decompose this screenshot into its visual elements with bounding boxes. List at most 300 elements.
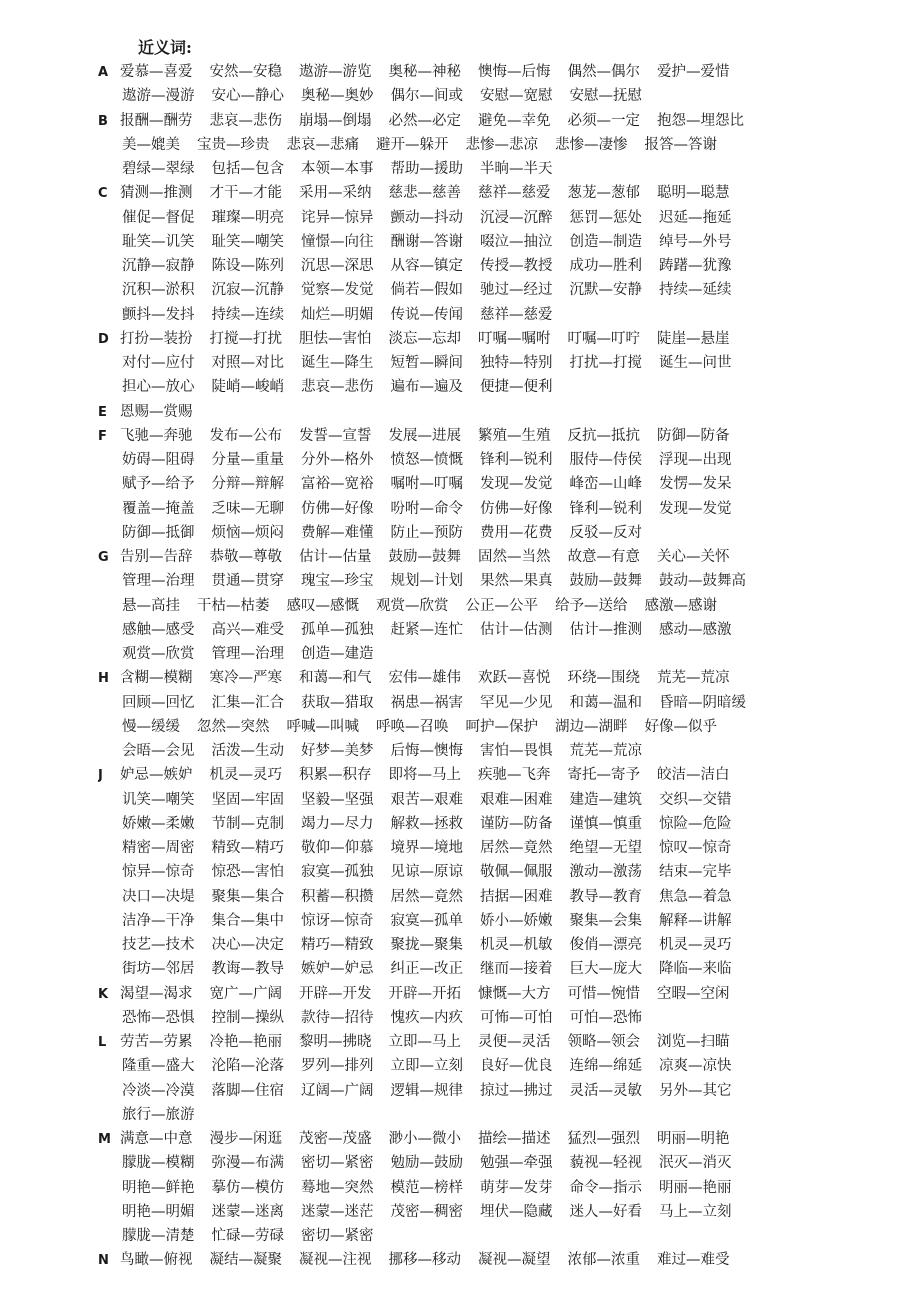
synonym-pair: 驰过—经过 <box>480 282 553 299</box>
synonym-pair: 渺小—微小 <box>388 1131 461 1147</box>
text-line <box>98 1079 860 1103</box>
synonym-pair: 惊险—危险 <box>659 815 732 832</box>
synonym-pair: 焦急—着急 <box>659 888 732 905</box>
synonym-pair: 立即—立刻 <box>390 1058 463 1075</box>
synonym-pair: 发愣—发呆 <box>659 476 732 493</box>
synonym-pair: 环绕—围绕 <box>567 670 640 687</box>
synonym-pair: 观赏—欣赏 <box>122 646 195 662</box>
section-d <box>98 327 860 400</box>
synonym-pair: 忽然—突然 <box>197 718 270 735</box>
section-letter: B <box>98 113 108 129</box>
text-line <box>98 206 860 230</box>
synonym-pair: 积蓄—积攒 <box>301 888 374 905</box>
synonym-pair: 款待—招待 <box>301 1009 374 1026</box>
text-line <box>98 982 860 1006</box>
synonym-pair: 淡忘—忘却 <box>388 330 461 347</box>
synonym-pair: 激动—激荡 <box>569 864 642 881</box>
text-line <box>98 594 860 618</box>
section-letter: F <box>98 428 107 444</box>
synonym-pair: 报答—答谢 <box>644 136 717 153</box>
synonym-pair: 分量—重量 <box>211 452 284 468</box>
section-e <box>98 400 860 424</box>
synonym-pair: 萌芽—发芽 <box>480 1179 553 1196</box>
synonym-pair: 打扮—装扮 <box>120 330 193 347</box>
text-line <box>98 157 860 181</box>
synonym-pair: 浏览—扫瞄 <box>657 1034 730 1050</box>
synonym-pair: 聚拢—聚集 <box>390 937 463 953</box>
synonym-pair: 抱怨—埋怨比 <box>657 112 744 129</box>
section-g <box>98 545 860 666</box>
synonym-pair: 吩咐—命令 <box>390 500 463 517</box>
synonym-pair: 迷蒙—迷离 <box>211 1203 284 1220</box>
synonym-pair: 便捷—便利 <box>480 379 553 396</box>
synonym-pair: 半晌—半天 <box>480 161 553 177</box>
synonym-pair: 规划—计划 <box>390 573 463 590</box>
synonym-pair: 会晤—会见 <box>122 743 195 759</box>
synonym-pair: 避开—躲开 <box>376 136 449 153</box>
synonym-pair: 灿烂—明媚 <box>301 306 374 323</box>
synonym-pair: 勉强—牵强 <box>480 1155 553 1172</box>
text-line <box>98 569 860 593</box>
synonym-pair: 漫步—闲逛 <box>209 1131 282 1147</box>
synonym-pair: 密切—紧密 <box>301 1228 374 1244</box>
synonym-pair: 悲哀—悲痛 <box>286 136 359 153</box>
synonym-pair: 挪移—移动 <box>388 1252 461 1269</box>
synonym-pair: 浓郁—浓重 <box>567 1252 640 1269</box>
synonym-pair: 描绘—描述 <box>478 1131 551 1147</box>
synonym-pair: 悬—高挂 <box>122 597 180 614</box>
synonym-pair: 祸患—祸害 <box>390 694 463 711</box>
synonym-pair: 空暇—空闲 <box>657 985 730 1002</box>
synonym-pair: 降临—来临 <box>659 961 732 978</box>
section-letter: A <box>98 65 109 80</box>
synonym-pair: 颤动—抖动 <box>390 209 463 226</box>
synonym-pair: 惩罚—惩处 <box>569 209 642 226</box>
synonym-pair: 服侍—侍侯 <box>569 452 642 468</box>
synonym-pair: 包括—包含 <box>211 161 284 177</box>
synonym-pair: 璀璨—明亮 <box>211 209 284 226</box>
synonym-pair: 艰难—困难 <box>480 791 553 808</box>
synonym-pair: 宽广—广阔 <box>209 985 282 1002</box>
synonym-pair: 猛烈—强烈 <box>567 1131 640 1147</box>
synonym-pair: 采用—采纳 <box>299 185 372 202</box>
synonym-pair: 鼓励—鼓舞 <box>388 549 461 565</box>
synonym-pair: 防止—预防 <box>390 524 463 541</box>
synonym-pair: 创造—制造 <box>569 233 642 250</box>
synonym-pair: 奥秘—奥妙 <box>301 88 374 105</box>
synonym-pair: 仿佛—好像 <box>301 500 374 517</box>
synonym-pair: 持续—延续 <box>659 282 732 299</box>
synonym-pair: 烦恼—烦闷 <box>211 524 284 541</box>
synonym-pair: 诧异—惊异 <box>301 209 374 226</box>
section-j <box>98 763 860 981</box>
synonym-pair: 传说—传闻 <box>390 306 463 323</box>
synonym-pair: 果然—果真 <box>480 573 553 590</box>
text-line <box>98 1176 860 1200</box>
synonym-pair: 勉励—鼓励 <box>390 1155 463 1172</box>
text-line <box>98 327 860 351</box>
synonym-pair: 沉默—安静 <box>569 282 642 299</box>
synonym-pair: 费用—花费 <box>480 524 553 541</box>
synonym-pair: 欢跃—喜悦 <box>478 670 551 687</box>
text-line <box>98 933 860 957</box>
synonym-pair: 隆重—盛大 <box>122 1058 195 1075</box>
synonym-pair: 可惜—惋惜 <box>567 985 640 1002</box>
text-line <box>98 1248 860 1272</box>
synonym-pair: 领略—领会 <box>567 1034 640 1050</box>
synonym-pair: 居然—竟然 <box>480 840 553 856</box>
synonym-pair: 费解—难懂 <box>301 524 374 541</box>
text-line <box>98 1030 860 1054</box>
synonym-pair: 境界—境地 <box>390 840 463 856</box>
text-line <box>98 1224 860 1248</box>
synonym-pair: 观赏—欣赏 <box>376 597 449 614</box>
text-line <box>98 739 860 763</box>
synonym-pair: 朦胧—清楚 <box>122 1228 195 1244</box>
section-letter: C <box>98 186 108 202</box>
text-line <box>98 521 860 545</box>
text-line <box>98 666 860 690</box>
synonym-pair: 倘若—假如 <box>390 282 463 299</box>
synonym-pair: 后悔—懊悔 <box>390 743 463 759</box>
synonym-pair: 教诲—教导 <box>211 961 284 978</box>
synonym-pair: 节制—克制 <box>211 815 284 832</box>
synonym-pair: 弥漫—布满 <box>211 1155 284 1172</box>
synonym-pair: 见谅—原谅 <box>390 864 463 881</box>
synonym-pair: 辽阔—广阔 <box>301 1082 374 1099</box>
synonym-pair: 必须—一定 <box>567 112 640 129</box>
synonym-pair: 湖边—湖畔 <box>555 718 628 735</box>
synonym-pair: 才干—才能 <box>209 185 282 202</box>
synonym-pair: 成功—胜利 <box>569 258 642 274</box>
synonym-pair: 妨碍—阻碍 <box>122 452 195 468</box>
section-letter: M <box>98 1132 111 1147</box>
synonym-pair: 荒芜—荒凉 <box>657 670 730 687</box>
synonym-pair: 命令—指示 <box>569 1179 642 1196</box>
synonym-pair: 交织—交错 <box>659 791 732 808</box>
text-line <box>98 351 860 375</box>
synonym-pair: 担心—放心 <box>122 379 195 396</box>
synonym-pair: 掠过—拂过 <box>480 1082 553 1099</box>
synonym-pair: 懊悔—后悔 <box>478 64 551 80</box>
text-line <box>98 303 860 327</box>
synonym-pair: 呵护—保护 <box>465 718 538 735</box>
synonym-pair: 决口—决堤 <box>122 888 195 905</box>
synonym-pair: 慈祥—慈爱 <box>478 185 551 202</box>
synonym-pair: 泯灭—消灭 <box>659 1155 732 1172</box>
synonym-pair: 回顾—回忆 <box>122 694 195 711</box>
synonym-pair: 慈悲—慈善 <box>388 185 461 202</box>
synonym-pair: 难过—难受 <box>657 1252 730 1269</box>
synonym-pair: 慈祥—慈爱 <box>480 306 553 323</box>
synonym-pair: 呼唤—召唤 <box>376 718 449 735</box>
text-line <box>98 1054 860 1078</box>
synonym-pair: 估计—估量 <box>299 549 372 565</box>
synonym-pair: 洁净—干净 <box>122 912 195 929</box>
synonym-pair: 绝望—无望 <box>569 840 642 856</box>
text-line <box>98 254 860 278</box>
synonym-pair: 朦胧—模糊 <box>122 1155 195 1172</box>
synonym-pair: 凉爽—凉快 <box>659 1058 732 1075</box>
synonym-pair: 明艳—鲜艳 <box>122 1179 195 1196</box>
text-line <box>98 957 860 981</box>
text-line <box>98 424 860 448</box>
synonym-pair: 惊讶—惊奇 <box>301 912 374 929</box>
text-line <box>98 497 860 521</box>
synonym-pair: 发布—公布 <box>209 427 282 444</box>
synonym-pair: 猜测—推测 <box>120 185 193 202</box>
synonym-pair: 仿佛—好像 <box>480 500 553 517</box>
synonym-pair: 恩赐—赏赐 <box>120 403 193 420</box>
synonym-pair: 防御—抵御 <box>122 524 195 541</box>
synonym-pair: 鼓动—鼓舞高 <box>659 573 746 590</box>
synonym-pair: 防御—防备 <box>657 427 730 444</box>
synonym-pair: 短暂—瞬间 <box>390 355 463 371</box>
synonym-pair: 管理—治理 <box>211 646 284 662</box>
synonym-pair: 寂寞—孤独 <box>301 864 374 881</box>
synonym-pair: 奥秘—神秘 <box>388 64 461 80</box>
text-line <box>98 812 860 836</box>
synonym-pair: 机灵—灵巧 <box>209 767 282 784</box>
synonym-pair: 慢—缓缓 <box>122 718 180 735</box>
synonym-pair: 藐视—轻视 <box>569 1155 642 1172</box>
section-f <box>98 424 860 545</box>
synonym-pair: 和蔼—和气 <box>299 670 372 687</box>
synonym-pair: 觉察—发觉 <box>301 282 374 299</box>
synonym-pair: 好像—似乎 <box>644 718 717 735</box>
synonym-pair: 沉积—淤积 <box>122 282 195 299</box>
synonym-pair: 发现—发觉 <box>480 476 553 493</box>
synonym-pair: 干枯—枯萎 <box>197 597 270 614</box>
synonym-pair: 坚毅—坚强 <box>301 791 374 808</box>
synonym-pair: 开辟—开发 <box>299 985 372 1002</box>
synonym-pair: 忙碌—劳碌 <box>211 1228 284 1244</box>
synonym-pair: 聚集—集合 <box>211 888 284 905</box>
synonym-pair: 继而—接着 <box>480 961 553 978</box>
synonym-pair: 富裕—宽裕 <box>301 476 374 493</box>
synonym-pair: 凝结—凝聚 <box>209 1252 282 1269</box>
synonym-pair: 恐怖—恐惧 <box>122 1009 195 1026</box>
synonym-pair: 估计—推测 <box>569 621 642 638</box>
synonym-pair: 冷艳—艳丽 <box>209 1034 282 1050</box>
synonym-pair: 好梦—美梦 <box>301 743 374 759</box>
text-line <box>98 84 860 108</box>
synonym-pair: 乏味—无聊 <box>211 500 284 517</box>
synonym-pair: 悲哀—悲伤 <box>209 112 282 129</box>
synonym-pair: 崩塌—倒塌 <box>299 112 372 129</box>
synonym-pair: 机灵—机敏 <box>480 937 553 953</box>
synonym-pair: 诞生—降生 <box>301 355 374 371</box>
synonym-pair: 另外—其它 <box>659 1082 732 1099</box>
synonym-pair: 和蔼—温和 <box>569 694 642 711</box>
synonym-pair: 葱茏—葱郁 <box>567 185 640 202</box>
page-title: 近义词: <box>138 38 192 57</box>
text-line <box>98 1103 860 1127</box>
synonym-pair: 安心—静心 <box>211 88 284 105</box>
synonym-pair: 谨慎—慎重 <box>569 815 642 832</box>
synonym-pair: 迷人—好看 <box>569 1203 642 1220</box>
synonym-pair: 赶紧—连忙 <box>390 621 463 638</box>
synonym-pair: 爱慕—喜爱 <box>120 64 193 80</box>
text-line <box>98 472 860 496</box>
synonym-pair: 报酬—酬劳 <box>120 112 193 129</box>
text-line <box>98 133 860 157</box>
text-line <box>98 836 860 860</box>
synonym-pair: 愤怒—愤慨 <box>390 452 463 468</box>
synonym-pair: 密切—紧密 <box>301 1155 374 1172</box>
synonym-pair: 碧绿—翠绿 <box>122 161 195 177</box>
synonym-pair: 疾驰—飞奔 <box>478 767 551 784</box>
synonym-pair: 寂寞—孤单 <box>390 912 463 929</box>
synonym-pair: 机灵—灵巧 <box>659 937 732 953</box>
synonym-pair: 居然—竟然 <box>390 888 463 905</box>
section-b <box>98 109 860 182</box>
synonym-pair: 教导—教育 <box>569 888 642 905</box>
synonym-pair: 分外—格外 <box>301 452 374 468</box>
synonym-pair: 茂密—茂盛 <box>299 1131 372 1147</box>
section-h <box>98 666 860 763</box>
section-letter: H <box>98 671 109 687</box>
synonym-pair: 灵活—灵敏 <box>569 1082 642 1099</box>
synonym-pair: 爱护—爱惜 <box>657 64 730 80</box>
section-letter: E <box>98 404 107 420</box>
synonym-pair: 积累—积存 <box>299 767 372 784</box>
synonym-pair: 娇小—娇嫩 <box>480 912 553 929</box>
synonym-pair: 拮据—困难 <box>480 888 553 905</box>
synonym-pair: 竭力—尽力 <box>301 815 374 832</box>
text-line <box>98 448 860 472</box>
synonym-pair: 鸟瞰—俯视 <box>120 1252 193 1269</box>
synonym-pair: 呼喊—叫喊 <box>286 718 359 735</box>
synonym-pair: 冷淡—冷漠 <box>122 1082 195 1099</box>
synonym-pair: 锋利—锐利 <box>569 500 642 517</box>
section-letter: L <box>98 1035 107 1050</box>
synonym-pair: 鼓励—鼓舞 <box>569 573 642 590</box>
synonym-pair: 结束—完毕 <box>659 864 732 881</box>
synonym-pair: 绰号—外号 <box>659 233 732 250</box>
synonym-pair: 陡崖—悬崖 <box>657 330 730 347</box>
synonym-pair: 颤抖—发抖 <box>122 306 195 323</box>
synonym-pair: 良好—优良 <box>480 1058 553 1075</box>
synonym-pair: 感激—感谢 <box>644 597 717 614</box>
synonym-pair: 连绵—绵延 <box>569 1058 642 1075</box>
synonym-pair: 纠正—改正 <box>390 961 463 978</box>
synonym-pair: 悲哀—悲伤 <box>301 379 374 396</box>
synonym-pair: 开辟—开拓 <box>388 985 461 1002</box>
section-letter: K <box>98 986 109 1002</box>
synonym-pair: 本领—本事 <box>301 161 374 177</box>
synonym-pair: 酬谢—答谢 <box>390 233 463 250</box>
synonym-pair: 迷蒙—迷茫 <box>301 1203 374 1220</box>
text-line <box>98 1127 860 1151</box>
synonym-pair: 固然—当然 <box>478 549 551 565</box>
synonym-pair: 俊俏—漂亮 <box>569 937 642 953</box>
synonym-pair: 凝视—凝望 <box>478 1252 551 1269</box>
text-line <box>98 278 860 302</box>
synonym-pair: 可怖—可怕 <box>480 1009 553 1026</box>
synonym-pair: 对付—应付 <box>122 355 195 371</box>
synonym-pair: 偶尔—间或 <box>390 88 463 105</box>
synonym-pair: 沉浸—沉醉 <box>480 209 553 226</box>
text-line <box>98 181 860 205</box>
synonym-pair: 罕见—少见 <box>480 694 553 711</box>
synonym-pair: 发展—进展 <box>388 427 461 444</box>
synonym-pair: 立即—马上 <box>388 1034 461 1050</box>
synonym-pair: 悲惨—悲凉 <box>465 136 538 153</box>
synonym-pair: 黎明—拂晓 <box>299 1034 372 1050</box>
synonym-pair: 妒忌—嫉妒 <box>120 767 193 784</box>
synonym-pair: 罗列—排列 <box>301 1058 374 1075</box>
synonym-pair: 荒芜—荒凉 <box>569 743 642 759</box>
synonym-pair: 讥笑—嘲笑 <box>122 791 195 808</box>
synonym-pair: 劳苦—劳累 <box>120 1034 193 1050</box>
section-a <box>98 60 860 109</box>
synonym-pair: 独特—特别 <box>480 355 553 371</box>
synonym-pair: 感触—感受 <box>122 621 195 638</box>
synonym-pair: 打扰—打搅 <box>569 355 642 371</box>
text-line <box>98 909 860 933</box>
synonym-pair: 安然—安稳 <box>209 64 282 80</box>
text-line <box>98 763 860 787</box>
synonym-pair: 告别—告辞 <box>120 549 193 565</box>
synonym-pair: 愧疚—内疚 <box>390 1009 463 1026</box>
synonym-pair: 瑰宝—珍宝 <box>301 573 374 590</box>
synonym-pair: 悲惨—凄惨 <box>555 136 628 153</box>
synonym-pair: 解救—拯救 <box>390 815 463 832</box>
synonym-pair: 蓦地—突然 <box>301 1179 374 1196</box>
synonym-pair: 创造—建造 <box>301 646 374 662</box>
synonym-pair: 宏伟—雄伟 <box>388 670 461 687</box>
text-line <box>98 60 860 84</box>
synonym-pair: 沉思—深思 <box>301 258 374 274</box>
synonym-pair: 迟延—拖延 <box>659 209 732 226</box>
synonym-pair: 埋伏—隐藏 <box>480 1203 553 1220</box>
synonym-pair: 踌躇—犹豫 <box>659 258 732 274</box>
synonym-pair: 锋利—锐利 <box>480 452 553 468</box>
synonym-pair: 技艺—技术 <box>122 937 195 953</box>
synonym-pair: 敬佩—佩服 <box>480 864 553 881</box>
synonym-pair: 关心—关怀 <box>657 549 730 565</box>
section-n <box>98 1248 860 1272</box>
synonym-pair: 即将—马上 <box>388 767 461 784</box>
synonym-pair: 啜泣—抽泣 <box>480 233 553 250</box>
synonym-pair: 催促—督促 <box>122 209 195 226</box>
synonym-pair: 惊叹—惊奇 <box>659 840 732 856</box>
synonym-pair: 敬仰—仰慕 <box>301 840 374 856</box>
text-line <box>98 885 860 909</box>
synonym-pair: 感叹—感慨 <box>286 597 359 614</box>
synonym-pair: 孤单—孤独 <box>301 621 374 638</box>
synonym-pair: 活泼—生动 <box>211 743 284 759</box>
synonym-pair: 巨大—庞大 <box>569 961 642 978</box>
synonym-pair: 沉寂—沉静 <box>211 282 284 299</box>
synonym-pair: 汇集—汇合 <box>211 694 284 711</box>
synonym-pair: 寒冷—严寒 <box>209 670 282 687</box>
synonym-pair: 决心—决定 <box>211 937 284 953</box>
synonym-pair: 遍布—遍及 <box>390 379 463 396</box>
synonym-pair: 精致—精巧 <box>211 840 284 856</box>
synonym-pair: 诞生—问世 <box>659 355 732 371</box>
synonym-pair: 精密—周密 <box>122 840 195 856</box>
synonym-pair: 嫉妒—妒忌 <box>301 961 374 978</box>
section-m <box>98 1127 860 1248</box>
text-line <box>98 109 860 133</box>
text-line <box>98 1006 860 1030</box>
synonym-pair: 发誓—宣誓 <box>299 427 372 444</box>
text-line <box>98 1151 860 1175</box>
synonym-pair: 旅行—旅游 <box>122 1106 195 1123</box>
synonym-pair: 寄托—寄予 <box>567 767 640 784</box>
